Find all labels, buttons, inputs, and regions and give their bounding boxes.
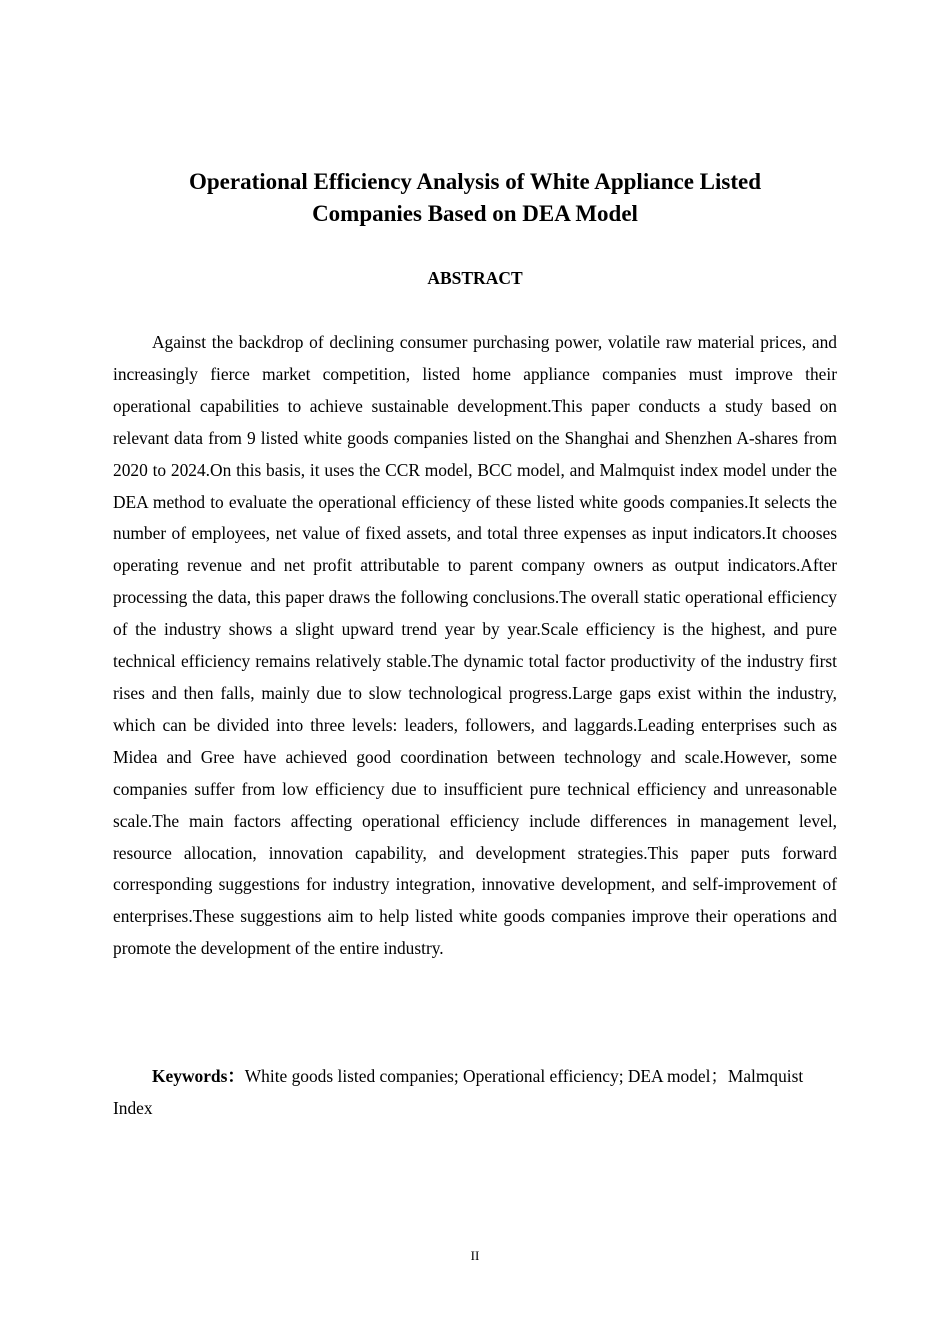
abstract-body: Against the backdrop of declining consumer purchasing power, volatile raw material prices, and increasingly fierce market competition, listed home appliance companies must improve their operational capabilities to achieve sustainable development.This paper conducts a study based on relevant data from 9 listed white goods companies listed on the Shanghai and Shenzhen A-shares from 2020 to 2024.On this basis, it uses the CCR model, BCC model, and Malmquist index model under the DEA method to evaluate the operational efficiency of these listed white goods companies.It selects the number of employees, net value of fixed assets, and total three expenses as input indicators.It chooses operating revenue and net profit attributable to parent company owners as output indicators.After processing the data, this paper draws the following conclusions.The overall static operational efficiency of the industry shows a slight upward trend year by year.Scale efficiency is the highest, and pure technical efficiency remains relatively stable.The dynamic total factor productivity of the industry first rises and then falls, mainly due to slow technological progress.Large gaps exist within the industry, which can be divided into three levels: leaders, followers, and laggards.Leading enterprises such as Midea and Gree have achieved good coordination between technology and scale.However, some companies suffer from low efficiency due to insufficient pure technical efficiency and unreasonable scale.The main factors affecting operational efficiency include differences in management level, resource allocation, innovation capability, and development strategies.This paper puts forward corresponding suggestions for industry integration, innovative development, and self-improvement of enterprises.These suggestions aim to help listed white goods companies improve their operations and promote the development of the entire industry.: [113, 332, 837, 959]
keywords-text: White goods listed companies; Operational efficiency; DEA model；Malmquist Index: [113, 1066, 804, 1118]
page-number: II: [470, 1248, 480, 1263]
paper-title-line-2: Companies Based on DEA Model: [312, 201, 638, 226]
keywords-label: Keywords：: [152, 1066, 245, 1086]
paper-title-line-1: Operational Efficiency Analysis of White Appliance Listed: [188, 169, 762, 194]
abstract-heading: ABSTRACT: [427, 268, 523, 288]
keywords-paragraph: [113, 1061, 837, 1125]
paper-title: [113, 166, 837, 230]
